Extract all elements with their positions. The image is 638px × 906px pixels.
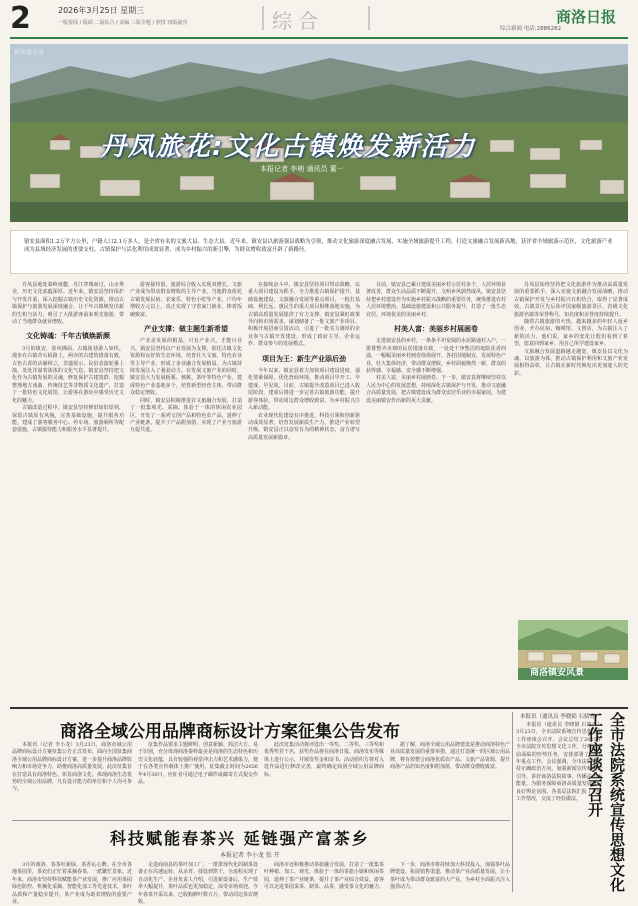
paragraph: 本报讯（通讯员 李晓娟 石婧青）3月23日，全市法院系统宣传思想文化工作座谈会召开。会议总结了2025年全市法院宣传思想文化工作，分析了当前面临的形势任务，安排部署了2026年重点工作。会议强调，全市法院要坚持正确政治方向，加强新闻宣传和舆论引导，讲好商洛法院故事，传播法治正能量，为服务保障商洛高质量发展营造良好舆论氛围。各基层法院汇报了宣传工作情况，交流了经验做法。: [516, 722, 602, 803]
lead-summary-text: 镇安县面积1.2万平方公里，户籍人口2.1万多人，是全省有名的文旅大县、生态大县。近年来，镇安县以旅游强县战略为引领，推动文化旅游深度融合发展，实施全域旅游提升工程，打造文旅融合发展新高地，获评省全域旅游示范区，文化旅游产业成为县域经济发展的重要支柱。古镇保护与活化利用成效显著，成为乡村振兴的新引擎，为群众增收致富开辟了新路径。: [24, 239, 613, 253]
paragraph: 此次征集活动将评选出一等奖、二等奖、三等奖和优秀奖若干名，获奖作品将在商洛日报、商洛发布等媒体上进行公示，并颁发奖金和证书。活动组织方将对入选作品进行修改完善，最终确定商洛全域公用品牌商标。: [264, 742, 385, 778]
tea-col-4: [390, 862, 510, 895]
paragraph: 农业现代化建设有序推进，科技引领和创新驱动成效显著，培育发展新质生产力，推进产业转型升级，镇安县正以奋发有为的精神状态，奋力谱写高质量发展新篇章。: [248, 412, 360, 441]
paragraph: 商洛市还积极推动茶旅融合发展，打造了一批集茶叶种植、加工、观光、体验于一体的茶旅小镇和休闲茶园，延伸了茶产业链条，提升了茶产业综合效益。游客可以走进茶园采茶、制茶、品茶，感受茶文化的魅力。: [264, 862, 385, 891]
masthead-logo: 商洛日报: [556, 8, 617, 26]
lead-headline: 丹凤旅花:文化古镇焕发新活力: [100, 132, 477, 162]
article-column-4: [366, 282, 506, 702]
article-column-5: [514, 282, 628, 616]
tea-col-3: [264, 862, 384, 895]
paragraph: 今年以来，镇安县着力加快项目建设进度，强化要素保障，优化营商环境，推动项目早开工、早建成、早见效。目前，古镇提升改造项目已进入收尾阶段，建成后将进一步完善古镇旅游功能，提升游客体验，带动周边群众增收致富，为乡村振兴注入新动能。: [248, 368, 360, 412]
tea-col-2: [138, 862, 259, 906]
subhead-villages: 村美人富：美丽乡村展画卷: [394, 324, 478, 334]
paragraph: 征集作品要求主题鲜明、创意新颖、简洁大方、易于识别，充分体现商洛秦岭最美是商洛的生态特色和历史文化底蕴，具有较强的视觉冲击力和艺术感染力，便于在各类宣传载体上推广使用。征集截止时间为2026年4月30日，应征者可通过电子邮件或邮寄方式提交作品。: [138, 742, 259, 786]
paragraph: 产业是发展的根基，只有产业兴，才能百业兴。镇安县坚持以产业发展为支撑，依托古镇文化资源和良好的生态环境，培育壮大文旅、特色农业等主导产业，形成了多业融合发展格局，为古镇持续发展注入了强劲动力。在发展文旅产业的同时，镇安县大力发展板栗、核桃、茶叶等特色产业，建成特色产业基地多个，培育新型经营主体，带动群众稳定增收。: [130, 338, 242, 397]
paragraph: 据了解，商洛全域公用品牌建设是推动商洛特色产业高质量发展的重要举措，通过打造统一的区域公用品牌，将有效整合商洛优质农产品、文旅产品资源，提升商洛产品的知名度和附加值，带动群众增收致富。: [390, 742, 511, 771]
subhead-projects: 项目为王：新生产业添后劲: [262, 353, 346, 363]
paragraph: 同时，镇安县积极推进农文旅融合发展，打造了一批集观光、采摘、体验于一体的休闲农业园区，开发了一系列文创产品和特色农产品，延伸了产业链条，提升了产品附加值，实现了产业与旅游互促共进。: [130, 397, 242, 434]
tea-article-headline: 科技赋能春茶兴 延链强产富茶乡: [110, 829, 370, 848]
paragraph: 村美人富，美丽乡村展画卷。下一步，镇安县将继续坚持以人民为中心的发展思想，持续深化古镇保护与开发，推动文旅融合高质量发展，把古镇建设成为群众安居乐业的幸福家园，为建设美丽镇安作出新的更大贡献。: [366, 375, 507, 404]
page-number: 2: [10, 1, 31, 36]
header-rule: [10, 37, 628, 39]
paragraph: 走进镇安县的乡村，一条条平坦宽阔的水泥路通村入户，一排排整齐美观的民居错落有致，一处处干净整洁的庭院花香四溢，一幅幅美丽乡村画卷徐徐展开。各村因地制宜，发展特色产业，壮大集体经济，带动群众增收，乡村面貌焕然一新，群众的获得感、幸福感、安全感不断增强。: [366, 338, 507, 375]
paragraph: 本报讯（记者 李小龙）3月23日，商洛市域公用品牌商标设计方案征集公告正式发布，面向全国征集商洛全域公用品牌商标设计方案，进一步提升商洛品牌影响力和市场竞争力，助推商洛高质量发展。此次征集旨在打造具有商洛特色、彰显商洛文化、体现商洛生态优势的全域公用品牌，凡有设计能力的单位和个人均可参与。: [12, 742, 133, 793]
announcement-col-1: [12, 742, 132, 818]
tea-article-byline: 本报记者 李小龙 张 开: [220, 852, 280, 859]
section-divider: [10, 707, 628, 709]
paragraph: 丹凤县地处秦岭南麓，丹江穿城而过，山水秀美，历史文化底蕴深厚。近年来，镇安县坚持保护与开发并重，深入挖掘古镇历史文化资源，推动古镇保护与旅游发展深度融合，让千年古镇焕发出新的生机与活力，吸引了大批游客前来观光旅游，带动了当地群众就业增收。: [12, 282, 124, 326]
sidebar-text: [516, 722, 602, 892]
article-divider: [12, 820, 510, 821]
lead-byline: 本报记者 李萌 通讯员 董一: [260, 165, 344, 173]
edition-info: 综合新闻 电话:2886282: [500, 26, 562, 32]
paragraph: 3月的商洛，春茶吐新绿，茶香沁心脾。在全市各地茶园里，茶农们正忙着采摘春茶，一派繁忙景象。近年来，商洛市坚持科技赋能茶产业发展，推广应用茶园绿色防控、机械化采摘、智能化加工等先进技术，茶叶品质和产量稳步提升，茶产业成为助农增收的重要产业。: [12, 862, 133, 906]
announcement-col-2: [138, 742, 258, 818]
paragraph: 在接续奋斗中，镇安县坚持项目带动战略，以重大项目建设为抓手，全力推进古镇保护提升、基础设施建设、文旅融合发展等重点项目，一批打基础、利长远、惠民生的重大项目相继落地实施，为古镇高质量发展提供了有力支撑。镇安县紧盯政策导向和市场需求，谋划储备了一批文旅产业项目，积极开展招商引资活动，引进了一批实力雄厚的企业参与古镇开发建设，形成了政府主导、企业运作、群众参与的发展模式。: [248, 282, 360, 348]
announcement-headline: 商洛全域公用品牌商标设计方案征集公告发布: [60, 722, 400, 742]
issue-date: 2026年3月25日 星期三: [58, 6, 145, 15]
article-column-2: [130, 282, 242, 702]
paragraph: 3月的镇安，春风拂面，古镇街巷游人如织。漫步在古镇青石板路上，两旁的古建筑错落有致，古色古香的店铺林立，非遗展示、民俗表演轮番上演，处处洋溢着浓浓的文化气息。镇安县坚持把文化作为古镇发展的灵魂，修复保护古建筑群，挖掘整理地方戏曲、传统技艺等非物质文化遗产，打造了一批特色文化展馆，让游客在游玩中感受历史文化的魅力。: [12, 345, 124, 404]
article-column-3: [248, 282, 360, 702]
village-photo-label: 商洛镇安风景: [530, 668, 585, 678]
announcement-col-4: [390, 742, 510, 818]
section-title: 综合: [272, 9, 324, 33]
editorial-credits: 一版要闻 / 版面 二版综合 / 责编 三版专题 / 照排 四版副刊: [58, 20, 188, 26]
photo-caption-tag: 镇安县全景: [14, 49, 45, 56]
announcement-col-3: [264, 742, 384, 818]
sidebar-byline: 本报讯（通讯员 李晓娟 石婧青）: [520, 714, 601, 720]
paragraph: 目前，镇安县已累计建成美丽乡村示范村多个，人居环境显著改善，群众生活品质不断提升，文明乡风蔚然成风。镇安县坚持把乡村建设作为实施乡村振兴战略的重要任务，统筹推进农村人居环境整治、基础设施建设和公共服务提升，打造了一批生态宜居、环境优美的美丽乡村。: [366, 282, 507, 318]
paragraph: 随着古镇旅游的火热，越来越多的年轻人返乡创业，开办民宿、咖啡馆、文创店，为古镇注入了新的活力。他们说，家乡的变化让他们看到了希望，愿意回到家乡，用自己所学建设家乡。: [514, 319, 628, 348]
tea-col-1: [12, 862, 133, 906]
paragraph: 走进商南县的茶叶加工厂，一排排现代化的制茶设备正在高速运转，从杀青、揉捻到烘干，全流程实现了自动化生产。企业负责人介绍，引进新设备后，生产效率大幅提升，茶叶品质也更加稳定，深受市场欢迎。今年春茶开采以来，已收购鲜叶数万斤，带动周边茶农增收。: [138, 862, 259, 906]
sidebar-divider: [512, 712, 513, 892]
paragraph: 下一步，商洛市将持续加大科技投入，加强茶叶品牌建设，拓展销售渠道，推动茶产业高质量发展，让小茶叶成为带动群众致富的大产业，为乡村全面振兴注入强劲动力。: [390, 862, 511, 891]
paragraph: 丹凤县始终坚持把文化旅游作为推动高质量发展的重要抓手，深入实施文旅融合发展战略，推动古镇保护开发与乡村振兴有机结合，取得了显著成效。古镇景区先后获评国家级旅游景区、省级文化旅游名镇等荣誉称号，知名度和美誉度持续提升。: [514, 282, 628, 318]
subhead-industry: 产业支撑：做主题生新希望: [144, 324, 228, 334]
subhead-culture: 文化铸魂：千年古镇焕新颜: [26, 331, 110, 341]
paragraph: 游客接待量、旅游综合收入实现双增长，文旅产业成为带动群众增收的主导产业。当地群众依托古镇发展民宿、农家乐、特色小吃等产业，户均年增收万元以上，真正实现了守着家门就业、捧着饭碗致富。: [130, 282, 242, 318]
article-column-1: [12, 282, 124, 702]
paragraph: 文旅融合发展道路越走越宽，镇安县以文化为魂、以旅游为体，推动古镇保护利用和文旅产业发展相得益彰，让古镇在新时代焕发出更加迷人的光彩。: [514, 348, 628, 377]
paragraph: 古镇改造过程中，镇安县坚持修旧如旧原则，保留古镇原有风貌，完善基础设施，提升服务功能，建成了游客服务中心、停车场、旅游厕所等配套设施，古镇接待能力和服务水平显著提升。: [12, 405, 124, 434]
sidebar-headline: 全市法院系统宣传思想文化工作座谈会召开: [586, 712, 626, 892]
